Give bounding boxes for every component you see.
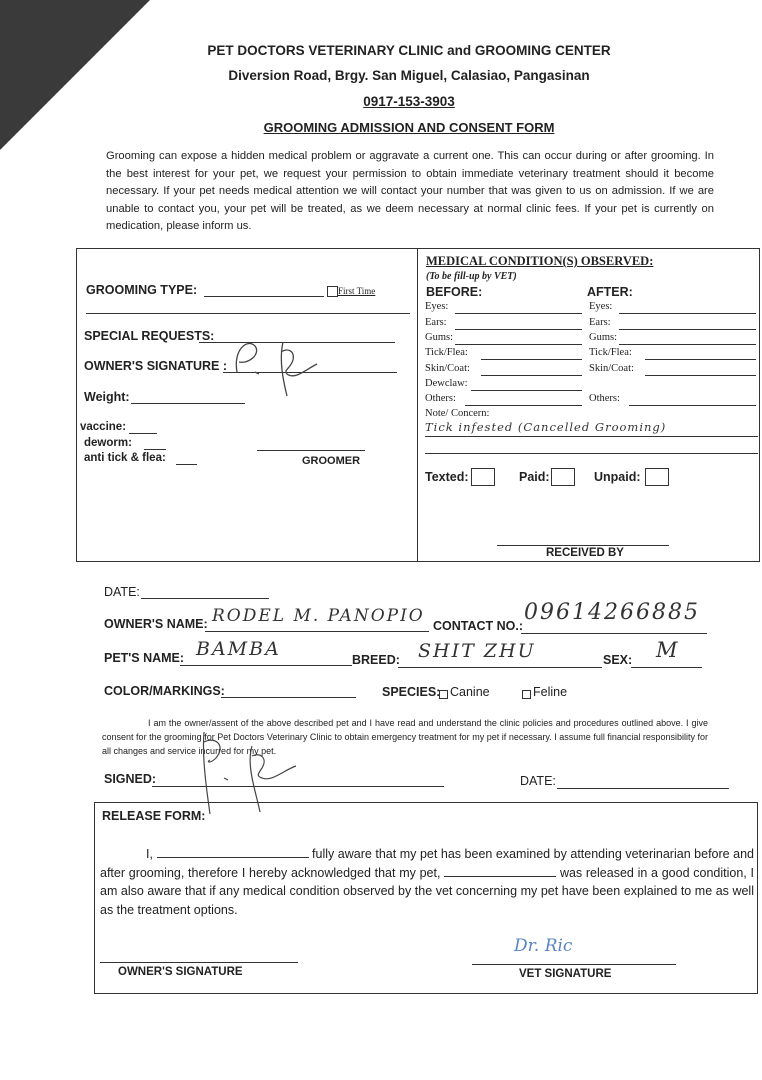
medical-title: MEDICAL CONDITION(S) OBSERVED: — [426, 254, 654, 268]
contact-label: CONTACT NO.: — [433, 619, 524, 633]
note-line-2[interactable] — [425, 453, 758, 454]
anti-tick-label: anti tick & flea: — [84, 452, 166, 464]
release-owner-name-blank[interactable] — [157, 845, 309, 858]
canine-checkbox[interactable] — [439, 690, 448, 699]
special-requests-label: SPECIAL REQUESTS: — [84, 329, 215, 343]
form-title: GROOMING ADMISSION AND CONSENT FORM — [263, 120, 555, 135]
intro-paragraph: Grooming can expose a hidden medical problem or aggravate a current one. This can occur during or after grooming. In the best interest for your pet, we request your permission to obtain immediate veterinary treatment should it become necessary. If your pet needs medical attention we will contact your number that was given to us on admission. If we are unable to contact you, your pet will be treated, as we deem necessary at normal clinic fees. If your pet is currently on medication, please inform us. — [106, 150, 714, 232]
release-title: RELEASE FORM: — [102, 809, 206, 823]
grooming-type-line2 — [86, 313, 410, 314]
owner-name-value: RODEL M. PANOPIO — [212, 606, 425, 626]
texted-label: Texted: — [425, 470, 469, 484]
first-time-label: First Time — [338, 286, 376, 296]
pet-name-label: PET'S NAME: — [104, 651, 185, 665]
release-text-3: was released in a good condition, I am also aware that if any medical condition observed by the vet concerning my pet have been explained to me as well as the treatment options. — [100, 865, 754, 917]
sex-field[interactable] — [631, 667, 702, 668]
note-line-1[interactable] — [425, 436, 758, 437]
release-pet-name-blank[interactable] — [444, 864, 556, 877]
feline-checkbox[interactable] — [522, 690, 531, 699]
texted-checkbox[interactable] — [471, 468, 495, 486]
release-text-2: fully aware that my pet has been examined by attending veterinarian before and after grooming, therefore I hereby acknowledged that my pet, — [100, 847, 755, 880]
contact-field[interactable] — [521, 633, 707, 634]
note-label: Note/ Concern: — [425, 408, 490, 419]
after-item-label: Eyes: — [589, 301, 613, 312]
box-divider — [417, 248, 418, 562]
vaccine-label: vaccine: — [80, 421, 127, 433]
color-label: COLOR/MARKINGS: — [104, 684, 225, 698]
contact-value: 09614266885 — [524, 600, 700, 625]
before-item-field[interactable] — [465, 405, 582, 406]
pet-name-field[interactable] — [180, 665, 352, 666]
breed-value: SHIT ZHU — [418, 640, 536, 662]
feline-label: Feline — [533, 685, 568, 699]
grooming-type-label: GROOMING TYPE: — [86, 283, 198, 297]
clinic-name: PET DOCTORS VETERINARY CLINIC and GROOMING CENTER — [207, 43, 611, 58]
before-item-label: Skin/Coat: — [425, 363, 470, 374]
paid-checkbox[interactable] — [551, 468, 575, 486]
owner-name-field[interactable] — [205, 631, 429, 632]
consent-paragraph: I am the owner/assent of the above described pet and I have read and understand the clinic policies and procedures outlined above. I give consent for the grooming for Pet Doctors Veterinary Clinic to obtain emergency treatment for my pet if necessary. I assume full financial responsibility for all changes and service incurred for my pet. — [102, 718, 708, 756]
after-item-field[interactable] — [645, 359, 756, 360]
sex-value: M — [656, 638, 680, 662]
vaccine-field[interactable] — [129, 433, 157, 434]
groomer-label: GROOMER — [302, 455, 361, 467]
groomer-signature-line — [257, 450, 365, 451]
owner-sig-label: OWNER'S SIGNATURE — [118, 966, 243, 978]
owner-signature-scribble — [225, 330, 325, 402]
vet-sig-label: VET SIGNATURE — [519, 968, 612, 980]
owner-name-label: OWNER'S NAME: — [104, 617, 208, 631]
medical-subtitle: (To be fill-up by VET) — [426, 271, 517, 282]
owner-signature-label: OWNER'S SIGNATURE : — [84, 359, 228, 373]
unpaid-label: Unpaid: — [594, 470, 641, 484]
clinic-address: Diversion Road, Brgy. San Miguel, Calasiao, Pangasinan — [228, 68, 590, 83]
note-handwritten: Tick infested (Cancelled Grooming) — [425, 420, 667, 434]
after-item-field[interactable] — [629, 405, 756, 406]
signed-label: SIGNED: — [104, 772, 157, 786]
date-field[interactable] — [141, 598, 269, 599]
breed-field[interactable] — [398, 667, 602, 668]
received-by-line — [497, 545, 669, 546]
before-item-field[interactable] — [471, 390, 582, 391]
sex-label: SEX: — [603, 653, 633, 667]
weight-field[interactable] — [131, 403, 245, 404]
after-item-label: Tick/Flea: — [589, 347, 632, 358]
before-item-label: Dewclaw: — [425, 378, 468, 389]
before-item-field[interactable] — [455, 344, 582, 345]
after-item-label: Gums: — [589, 332, 618, 343]
before-item-label: Ears: — [425, 317, 447, 328]
date-label: DATE: — [104, 585, 140, 599]
vet-sig-value: Dr. Ric — [514, 936, 573, 956]
release-text-1: I, — [146, 847, 153, 861]
clinic-phone: 0917-153-3903 — [363, 94, 455, 109]
vet-sig-line[interactable] — [472, 964, 676, 965]
before-item-label: Eyes: — [425, 301, 449, 312]
owner-sig-line[interactable] — [100, 962, 298, 963]
color-field[interactable] — [221, 697, 356, 698]
signed-date-field[interactable] — [557, 788, 729, 789]
after-heading: AFTER: — [587, 285, 633, 299]
deworm-field[interactable] — [144, 449, 166, 450]
first-time-checkbox[interactable] — [327, 286, 338, 297]
after-item-field[interactable] — [619, 344, 756, 345]
canine-label: Canine — [450, 685, 490, 699]
after-item-label: Others: — [589, 393, 620, 404]
before-item-field[interactable] — [481, 359, 582, 360]
breed-label: BREED: — [352, 653, 400, 667]
anti-tick-field[interactable] — [176, 464, 197, 465]
before-heading: BEFORE: — [426, 285, 483, 299]
paid-label: Paid: — [519, 470, 550, 484]
species-label: SPECIES: — [382, 685, 441, 699]
after-item-field[interactable] — [619, 313, 756, 314]
before-item-field[interactable] — [455, 313, 582, 314]
after-item-label: Skin/Coat: — [589, 363, 634, 374]
before-item-label: Others: — [425, 393, 456, 404]
before-item-label: Gums: — [425, 332, 454, 343]
after-item-label: Ears: — [589, 317, 611, 328]
signed-date-label: DATE: — [520, 774, 556, 788]
before-item-label: Tick/Flea: — [425, 347, 468, 358]
unpaid-checkbox[interactable] — [645, 468, 669, 486]
before-item-field[interactable] — [481, 375, 582, 376]
grooming-type-field[interactable] — [204, 296, 324, 297]
release-paragraph — [100, 845, 754, 919]
weight-label: Weight: — [84, 390, 130, 404]
pet-name-value: BAMBA — [196, 638, 281, 660]
after-item-field[interactable] — [645, 375, 756, 376]
received-by-label: RECEIVED BY — [546, 547, 624, 559]
before-item-field[interactable] — [455, 329, 582, 330]
after-item-field[interactable] — [619, 329, 756, 330]
deworm-label: deworm: — [84, 437, 132, 449]
